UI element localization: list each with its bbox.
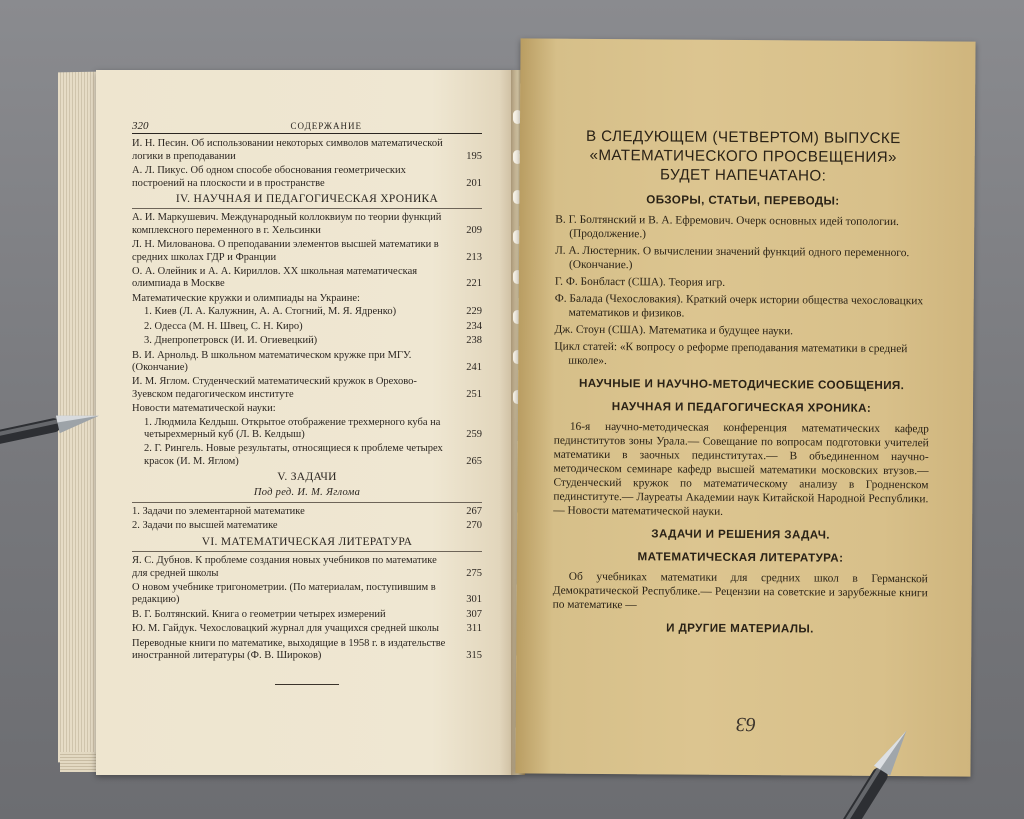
toc-entry: В. Г. Болтянский. Книга о геометрии четырех измерений 307	[132, 608, 482, 620]
heading-literature: МАТЕМАТИЧЕСКАЯ ЛИТЕРАТУРА:	[637, 550, 844, 565]
toc-entry: 1. Киев (Л. А. Калужнин, А. А. Стогний, М. Я. Ядренко) 229	[144, 306, 482, 318]
right-page	[515, 38, 975, 776]
page-header	[132, 120, 482, 134]
heading-problems: ЗАДАЧИ И РЕШЕНИЯ ЗАДАЧ.	[651, 527, 830, 542]
announcement-column	[552, 127, 931, 644]
announcement-title: В СЛЕДУЮЩЕМ (ЧЕТВЕРТОМ) ВЫПУСКЕ «МАТЕМАТИЧЕСКОГО ПРОСВЕЩЕНИЯ» БУДЕТ НАПЕЧАТАНО:	[585, 127, 901, 185]
subheading-news: Новости математической науки:	[132, 403, 276, 415]
section-divider	[132, 208, 482, 209]
toc-entry: И. М. Яглом. Студенческий математический кружок в Орехово-Зуевском педагогическом институте 251	[132, 376, 482, 400]
article-item: Дж. Стоун (США). Математика и будущее науки.	[554, 323, 794, 338]
heading-reviews: ОБЗОРЫ, СТАТЬИ, ПЕРЕВОДЫ:	[646, 193, 840, 208]
left-page	[96, 70, 516, 775]
toc-entry: И. Н. Песин. Об использовании некоторых символов математической логики в преподавании 195	[132, 138, 482, 162]
contents-column	[132, 120, 482, 685]
section-editor: Под ред. И. М. Яглома	[253, 486, 361, 498]
toc-entry: О новом учебнике тригонометрии. (По материалам, поступившим в редакцию) 301	[132, 582, 482, 606]
toc-entry: 2. Г. Рингель. Новые результаты, относящиеся к проблеме четырех красок (И. М. Яглом) 265	[144, 443, 482, 467]
section-heading-iv: IV. НАУЧНАЯ И ПЕДАГОГИЧЕСКАЯ ХРОНИКА	[175, 193, 439, 206]
toc-entry: Л. Н. Милованова. О преподавании элементов высшей математики в средних школах ГДР и Франции 213	[132, 239, 482, 263]
subheading-circles: Математические кружки и олимпиады на Украине:	[132, 292, 360, 304]
chronicle-paragraph: 16-я научно-методическая конференция математических кафедр пединститутов зоны Урала.— Совещание по вопросам подготовки учителей математики в заочных пединститутах.— В объединенном научно-методическом семинаре кафедр высшей математики московских втузов.— Студенческий кружок по математическому анализу в Гродненском пединституте.— Лауреаты Академии наук Китайской Народной Республики.— Новости математической науки.	[553, 420, 929, 518]
section-divider	[132, 502, 482, 503]
pen-left	[0, 395, 125, 455]
toc-entry: Ю. М. Гайдук. Чехословацкий журнал для учащихся средней школы 311	[132, 623, 482, 635]
section-divider	[132, 551, 482, 552]
literature-paragraph: Об учебниках математики для средних школ в Германской Демократической Республике.— Рецензии на советские и зарубежные книги по математике —	[552, 570, 928, 612]
toc-entry: В. И. Арнольд. В школьном математическом кружке при МГУ. (Окончание) 241	[132, 349, 482, 373]
toc-entry: 2. Одесса (М. Н. Швец, С. Н. Киро) 234	[144, 320, 482, 332]
toc-entry: 1. Задачи по элементарной математике 267	[132, 505, 482, 517]
toc-entry: А. И. Маркушевич. Международный коллоквиум по теории функций комплексного переменного в г. Хельсинки 209	[132, 212, 482, 236]
toc-entry: О. А. Олейник и А. А. Кириллов. XX школьная математическая олимпиада в Москве 221	[132, 266, 482, 290]
heading-other: И ДРУГИЕ МАТЕРИАЛЫ.	[666, 621, 814, 636]
toc-entry: 3. Днепропетровск (И. И. Огиевецкий) 238	[144, 335, 482, 347]
toc-entry: Переводные книги по математике, выходящие в 1958 г. в издательстве иностранной литературы (Ф. В. Широков) 315	[132, 637, 482, 662]
article-item: Л. А. Люстерник. О вычислении значений функций одного переменного. (Окончание.)	[555, 244, 910, 272]
toc-entry: Я. С. Дубнов. К проблеме создания новых учебников по математике для средней школы 275	[132, 555, 482, 579]
end-rule	[275, 684, 339, 685]
article-item: Цикл статей: «К вопросу о реформе преподавания математики в средней школе».	[554, 340, 908, 368]
page-number: 320	[132, 120, 149, 132]
article-item: В. Г. Болтянский и В. А. Ефремович. Очерк основных идей топологии. (Продолжение.)	[555, 213, 899, 241]
section-heading-v: V. ЗАДАЧИ	[277, 471, 337, 484]
running-title: СОДЕРЖАНИЕ	[290, 121, 362, 131]
toc-entry: 1. Людмила Келдыш. Открытое отображение трехмерного куба на четырехмерный куб (Л. В. Келдыш) 259	[144, 416, 482, 440]
section-heading-vi: VI. МАТЕМАТИЧЕСКАЯ ЛИТЕРАТУРА	[201, 535, 413, 548]
article-item: Г. Ф. Бонбласт (США). Теория игр.	[554, 275, 726, 289]
article-item: Ф. Балада (Чехословакия). Краткий очерк истории общества чехословацких математиков и физиков.	[554, 292, 924, 320]
handwritten-mark: 63	[735, 712, 756, 736]
toc-entry: А. Л. Пикус. Об одном способе обоснования геометрических построений на плоскости и в пространстве 201	[132, 165, 482, 189]
toc-entry: 2. Задачи по высшей математике 270	[132, 520, 482, 532]
heading-reports: НАУЧНЫЕ И НАУЧНО-МЕТОДИЧЕСКИЕ СООБЩЕНИЯ.	[578, 376, 905, 393]
pen-right	[835, 728, 925, 819]
heading-chronicle: НАУЧНАЯ И ПЕДАГОГИЧЕСКАЯ ХРОНИКА:	[611, 400, 872, 415]
